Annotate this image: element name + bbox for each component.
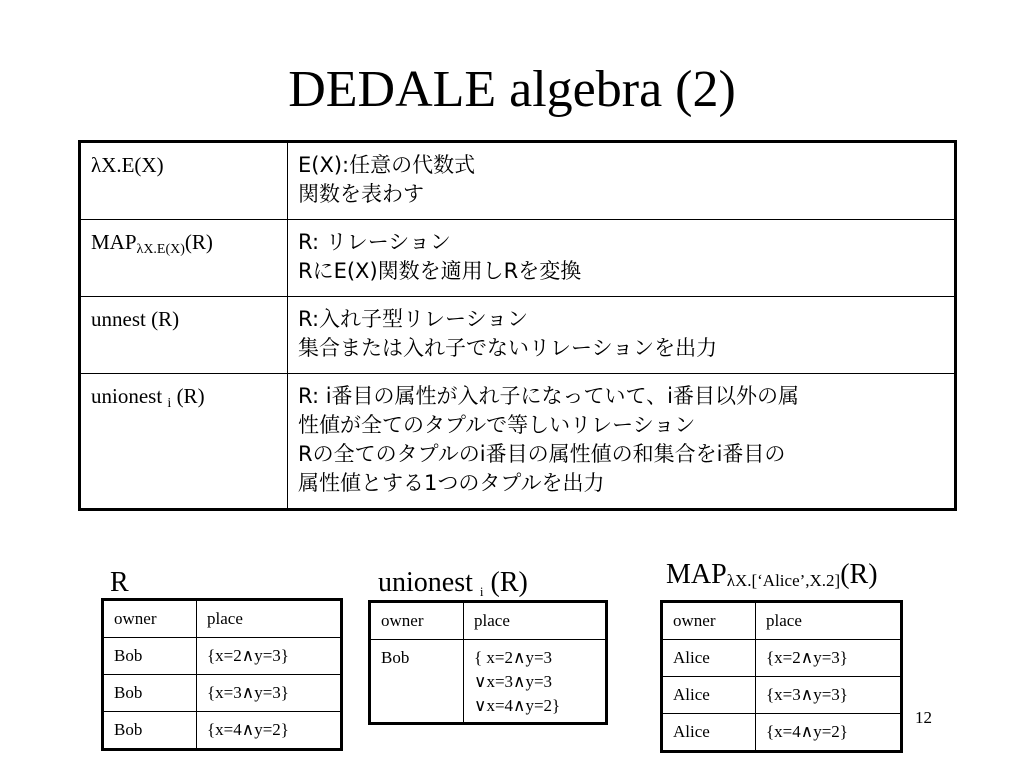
place-cell: {x=3∧y=3} [197, 675, 342, 712]
table-header-row [370, 602, 607, 640]
table-row [370, 640, 607, 724]
column-header: owner [103, 600, 197, 638]
operator-cell [80, 374, 288, 510]
owner-cell: Bob [370, 640, 464, 724]
place-cell: {x=4∧y=2} [197, 712, 342, 750]
table-row [80, 297, 956, 374]
page-number: 12 [915, 708, 932, 727]
place-cell: {x=2∧y=3} [756, 640, 902, 677]
operator-cell: unnest (R) [80, 297, 288, 374]
place-line: ∨x=3∧y=3 [474, 672, 553, 691]
place-cell: {x=3∧y=3} [756, 677, 902, 714]
operator-arg: (R) [184, 230, 213, 254]
slide-title: DEDALE algebra (2) [288, 61, 736, 118]
table-row [103, 675, 342, 712]
table-row [103, 638, 342, 675]
table-row [662, 640, 902, 677]
description-line: 集合または入れ子でないリレーションを出力 [298, 336, 718, 360]
description-line: R: リレーション [298, 230, 451, 254]
map-result-table [660, 600, 903, 753]
operator-name: MAP [91, 230, 137, 254]
description-line: 性値が全てのタプルで等しいリレーション [298, 413, 696, 437]
description-cell [288, 220, 956, 297]
place-cell [464, 640, 607, 724]
table-row [662, 677, 902, 714]
operator-subscript: λX.E(X) [136, 242, 185, 257]
description-cell [288, 142, 956, 220]
description-cell [288, 297, 956, 374]
description-line: R: i番目の属性が入れ子になっていて、i番目以外の属 [298, 384, 799, 408]
description-cell [288, 374, 956, 510]
map-label [666, 558, 878, 592]
unionest-label-subscript: i [479, 584, 484, 599]
column-header: place [756, 602, 902, 640]
operator-arg: (R) [171, 384, 205, 408]
operator-table [78, 140, 957, 511]
description-line: 関数を表わす [298, 182, 424, 206]
place-cell: {x=2∧y=3} [197, 638, 342, 675]
description-line: R:入れ子型リレーション [298, 307, 529, 331]
unionest-label-arg: (R) [483, 567, 528, 598]
place-line: ∨x=4∧y=2} [474, 696, 561, 715]
table-row [662, 714, 902, 752]
operator-name: unionest [91, 384, 163, 408]
map-label-name: MAP [666, 559, 727, 590]
table-row [80, 374, 956, 510]
operator-cell: λX.E(X) [80, 142, 288, 220]
owner-cell: Alice [662, 677, 756, 714]
operator-subscript: i [167, 396, 172, 411]
owner-cell: Bob [103, 712, 197, 750]
column-header: owner [662, 602, 756, 640]
owner-cell: Alice [662, 714, 756, 752]
relation-r-label: R [110, 567, 129, 598]
column-header: place [464, 602, 607, 640]
place-line: { x=2∧y=3 [474, 648, 553, 667]
table-row [103, 712, 342, 750]
table-row [80, 142, 956, 220]
operator-cell [80, 220, 288, 297]
unionest-result-table [368, 600, 608, 725]
column-header: place [197, 600, 342, 638]
map-label-arg: (R) [840, 559, 878, 590]
table-row [80, 220, 956, 297]
column-header: owner [370, 602, 464, 640]
relation-r-table [101, 598, 343, 751]
owner-cell: Alice [662, 640, 756, 677]
table-header-row [103, 600, 342, 638]
owner-cell: Bob [103, 638, 197, 675]
table-header-row [662, 602, 902, 640]
owner-cell: Bob [103, 675, 197, 712]
description-line: Rの全てのタプルのi番目の属性値の和集合をi番目の [298, 442, 786, 466]
place-cell: {x=4∧y=2} [756, 714, 902, 752]
description-line: E(X):任意の代数式 [298, 153, 476, 177]
unionest-label [378, 566, 528, 600]
unionest-label-name: unionest [378, 567, 480, 598]
description-line: 属性値とする1つのタプルを出力 [298, 471, 605, 495]
map-label-subscript: λX.[‘Alice’,X.2] [726, 571, 841, 590]
description-line: RにE(X)関数を適用しRを変換 [298, 259, 582, 283]
